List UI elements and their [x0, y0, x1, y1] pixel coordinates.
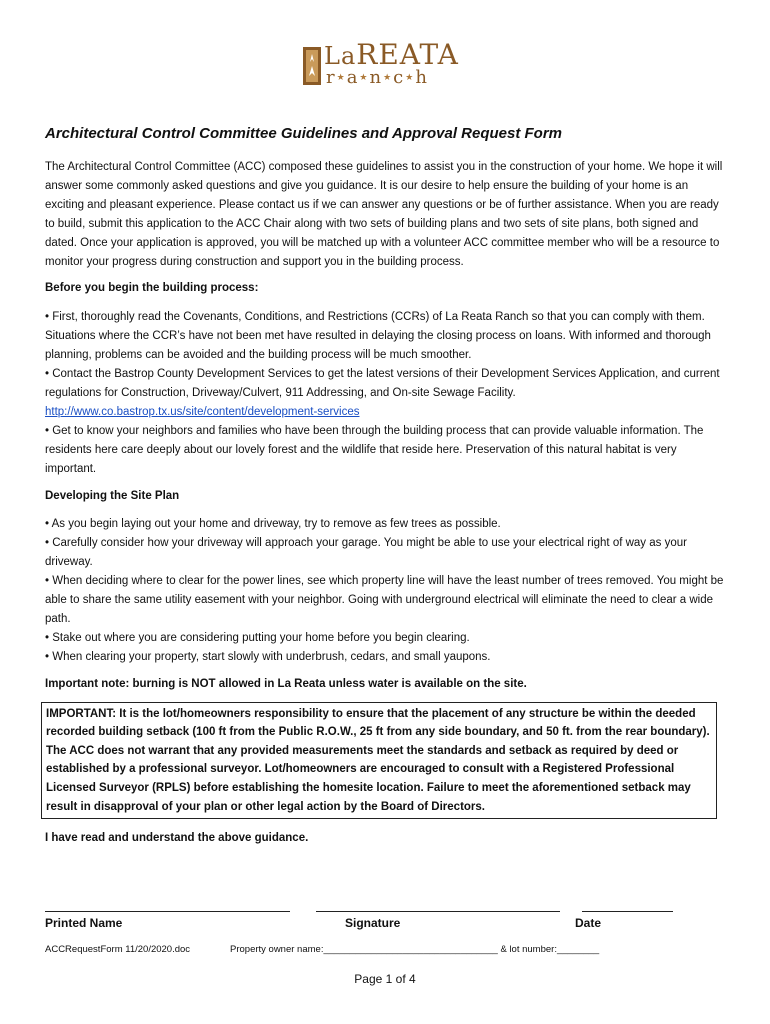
- list-item: • As you begin laying out your home and driveway, try to remove as few trees as possible.: [45, 518, 501, 531]
- intro-paragraph: The Architectural Control Committee (ACC) composed these guidelines to assist you in the construction of your home. We hope it will answer some commonly asked questions and give you guidance. It is our desire to help ensure the building of your home is an exciting and pleasant experience. Please contact us if we can answer any questions or be of further assistance. When you are ready to build, submit this application to the ACC Chair along with two sets of building plans and two sets of site plans, both signed and dated. Once your application is approved, you will be matched up with a volunteer ACC committee member who will be a resource to monitor your progress during construction and support you in the building process.: [45, 161, 723, 268]
- important-text: IMPORTANT: It is the lot/homeowners responsibility to ensure that the placement of any structure be within the deeded recorded building setback (100 ft from the Public R.O.W., 25 ft from any side boundary, and 50 ft. from the rear boundary). The ACC does not warrant that any provided measurements meet the standards and setback as required by deed or established by a professional surveyor. Lot/homeowners are encouraged to consult with a Registered Professional Licensed Surveyor (RPLS) before establishing the homesite location. Failure to meet the aforementioned setback may result in disapproval of your plan or other legal action by the Board of Directors.: [46, 707, 710, 813]
- development-services-link[interactable]: http://www.co.bastrop.tx.us/site/content/development-services: [45, 405, 360, 418]
- star-icon: ★: [405, 73, 416, 83]
- la-reata-ranch-logo: [302, 38, 472, 90]
- signature-line[interactable]: [316, 911, 560, 912]
- before-list: [45, 308, 725, 478]
- burning-note: Important note: burning is NOT allowed in La Reata unless water is available on the site.: [45, 677, 527, 690]
- document-body: [45, 124, 725, 848]
- page-number: Page 1 of 4: [354, 972, 416, 986]
- signature-label: Signature: [345, 916, 401, 930]
- star-icon: ★: [336, 73, 347, 83]
- printed-name-label: Printed Name: [45, 916, 123, 930]
- date-label: Date: [575, 916, 602, 930]
- list-item: • Stake out where you are considering putting your home before you begin clearing.: [45, 631, 470, 644]
- printed-name-line[interactable]: [45, 911, 290, 912]
- list-item: • When clearing your property, start slowly with underbrush, cedars, and small yaupons.: [45, 650, 491, 663]
- owner-lot-line: Property owner name:_________________________________ & lot number:________: [230, 944, 600, 955]
- list-item: • Carefully consider how your driveway will approach your garage. You might be able to use your electrical right of way as your driveway.: [45, 537, 687, 569]
- star-icon: ★: [359, 73, 370, 83]
- list-item: • Contact the Bastrop County Development Services to get the latest versions of their Development Services Application, and current regulations for Construction, Driveway/Culvert, 911 Addressing, and On-site Sewage Facility.: [45, 368, 720, 399]
- page-title: Architectural Control Committee Guidelines and Approval Request Form: [45, 125, 563, 142]
- important-box: [41, 702, 717, 820]
- site-plan-list: [45, 515, 725, 666]
- list-item: • When deciding where to clear for the power lines, see which property line will have the least number of trees removed. You might be able to share the same utility easement with your neighbor. Going with underground electrical will eliminate the need to clear a wide path.: [45, 575, 724, 625]
- star-icon: ★: [383, 73, 394, 83]
- site-plan-heading: Developing the Site Plan: [45, 489, 180, 502]
- list-item: • First, thoroughly read the Covenants, Conditions, and Restrictions (CCRs) of La Reata Ranch so that you can comply with them. Situations where the CCR’s have not been met have resulted in delaying the closing process on loans. With informed and thorough planning, problems can be avoided and the building process will be much smoother.: [45, 311, 711, 362]
- logo-emblem-icon: [302, 46, 322, 86]
- acknowledgement-text: I have read and understand the above guidance.: [45, 832, 309, 845]
- date-line[interactable]: [582, 911, 673, 912]
- logo-word-ranch: r★a★n★c★h: [326, 67, 429, 88]
- document-filename: ACCRequestForm 11/20/2020.doc: [45, 944, 191, 955]
- logo-word-la-reata: LaREATA: [324, 38, 459, 71]
- list-item: • Get to know your neighbors and families who have been through the building process that can provide valuable information. The residents here care deeply about our lovely forest and the wildlife that reside here. Preservation of this natural habitat is very important.: [45, 424, 704, 475]
- before-heading: Before you begin the building process:: [45, 282, 259, 295]
